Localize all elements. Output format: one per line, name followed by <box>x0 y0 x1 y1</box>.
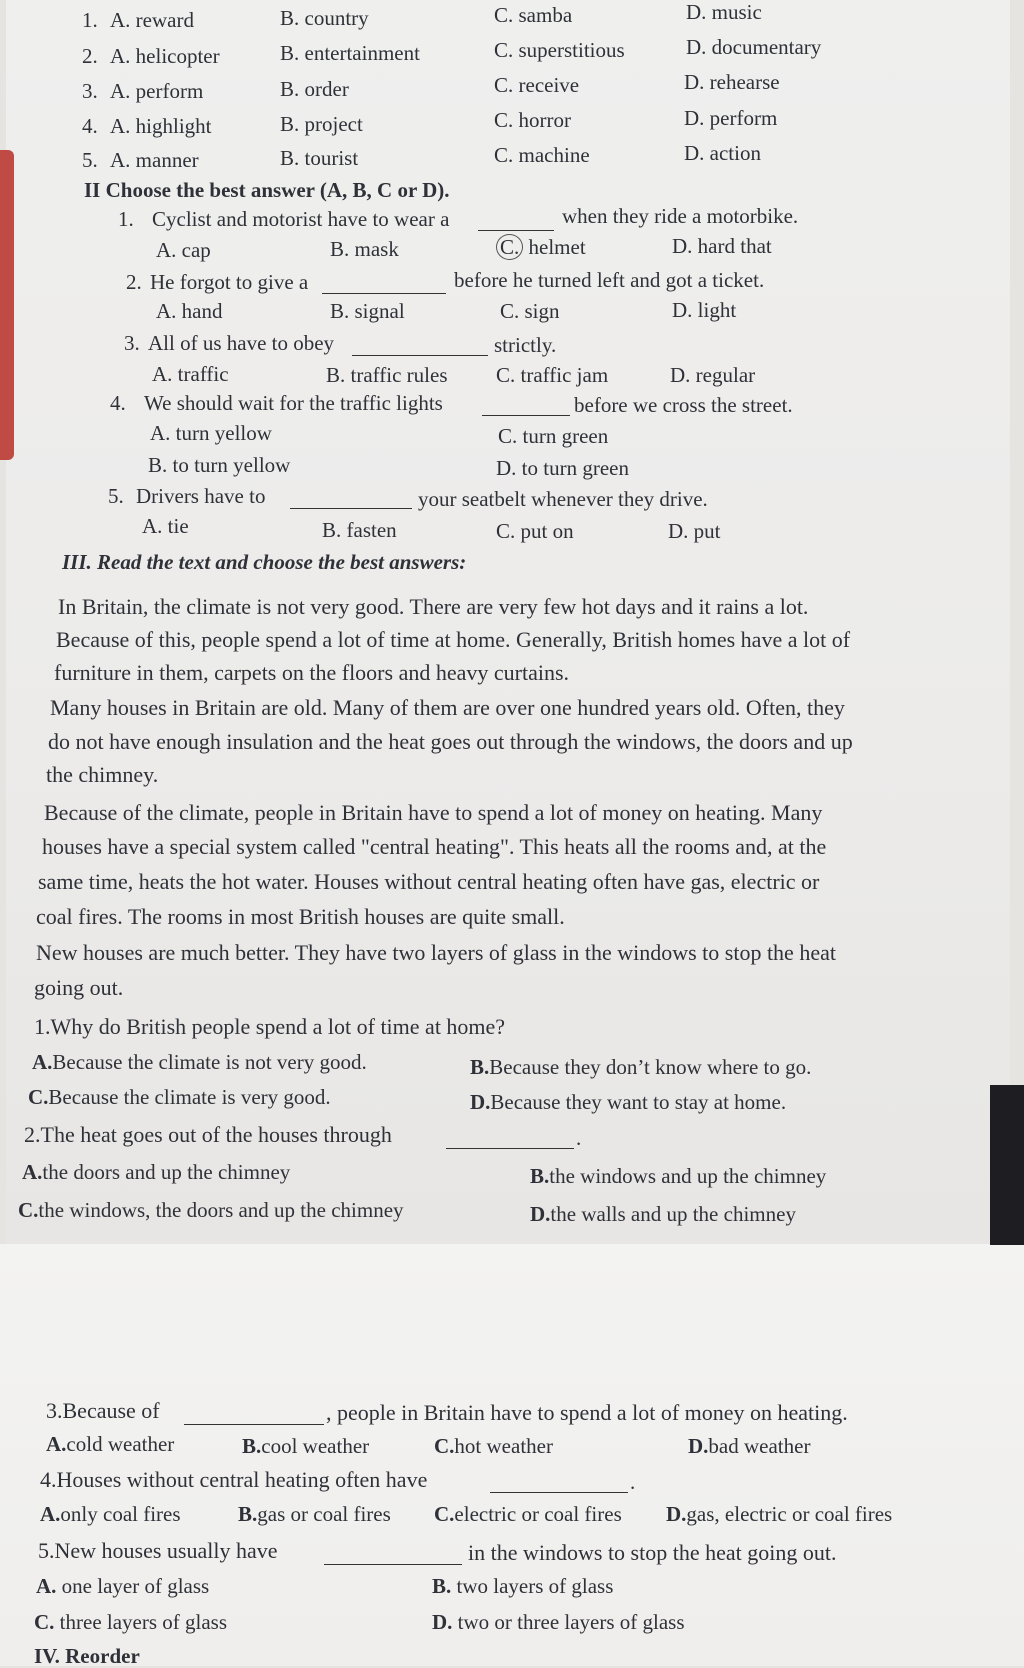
part2-q4-post: before we cross the street. <box>574 393 793 417</box>
part3-q3-c-text: hot weather <box>454 1434 553 1458</box>
part3-q5-d-text: two or three layers of glass <box>452 1610 685 1634</box>
part3-q2-d-letter: D. <box>530 1202 551 1226</box>
part3-q5-d-letter: D. <box>432 1610 453 1634</box>
part3-q2-c-letter: C. <box>18 1198 39 1222</box>
passage-line-7: Because of the climate, people in Britain have to spend a lot of money on heating. Many <box>44 800 823 825</box>
part2-q4-c: C. turn green <box>498 424 609 448</box>
part3-q4-pre: 4.Houses without central heating often have <box>40 1467 428 1492</box>
part3-q4-a-letter: A. <box>40 1502 61 1526</box>
part3-q2-c-text: the windows, the doors and up the chimney <box>38 1198 404 1222</box>
part3-q5-a-text: one layer of glass <box>56 1574 210 1598</box>
part3-q5-post: in the windows to stop the heat going out. <box>468 1540 837 1565</box>
part2-q5-b: B. fasten <box>322 518 397 542</box>
part1-row-2-d: D. documentary <box>686 35 822 59</box>
part1-row-2-b: B. entertainment <box>280 41 420 65</box>
part3-q5-blank[interactable] <box>324 1546 462 1565</box>
part2-q3-b: B. traffic rules <box>326 363 448 387</box>
part2-q5-num: 5. <box>108 484 124 508</box>
part1-row-5-a: A. manner <box>110 148 199 172</box>
part3-q4-b-text: gas or coal fires <box>257 1502 391 1526</box>
part3-q2-c <box>18 1198 404 1222</box>
part3-q3-a <box>46 1432 174 1456</box>
part3-q3-d <box>688 1434 810 1458</box>
part3-q1-c-letter: C. <box>28 1085 49 1109</box>
part2-q2-a: A. hand <box>156 299 223 323</box>
part3-q4-d-text: gas, electric or coal fires <box>686 1502 893 1526</box>
part1-row-2-a: A. helicopter <box>110 44 220 68</box>
part2-q1-d: D. hard that <box>672 234 772 258</box>
part1-row-1-c: C. samba <box>494 3 573 27</box>
part3-q3-post: , people in Britain have to spend a lot of money on heating. <box>326 1400 848 1425</box>
part3-q3-c <box>434 1434 553 1458</box>
passage-line-8: houses have a special system called "central heating". This heats all the rooms and, at the <box>42 834 827 859</box>
part2-q1-c-text: helmet <box>523 235 586 259</box>
part4-title: IV. Reorder <box>34 1644 140 1668</box>
part2-q1-c-circled-letter: C. <box>496 234 523 260</box>
part3-q3-b-letter: B. <box>242 1434 262 1458</box>
part2-q4-a: A. turn yellow <box>150 421 272 445</box>
part2-q2-post: before he turned left and got a ticket. <box>454 268 765 292</box>
part2-q4-blank[interactable] <box>482 397 570 416</box>
part3-q5-c-text: three layers of glass <box>54 1610 228 1634</box>
part3-q5-b <box>432 1574 613 1598</box>
part2-q1-num: 1. <box>118 207 134 231</box>
part3-q4-d-letter: D. <box>666 1502 687 1526</box>
part2-q3-c: C. traffic jam <box>496 363 609 387</box>
part3-q2-b-letter: B. <box>530 1164 550 1188</box>
part3-q4-post: . <box>630 1470 636 1494</box>
part1-row-4-b: B. project <box>280 112 363 136</box>
part3-q2-b-text: the windows and up the chimney <box>549 1164 827 1188</box>
part3-q5-d <box>432 1610 685 1634</box>
part3-q3-a-text: cold weather <box>66 1432 175 1456</box>
part1-row-2-c: C. superstitious <box>494 38 625 62</box>
part3-q5-b-text: two layers of glass <box>451 1574 614 1598</box>
part3-q5-b-letter: B. <box>432 1574 452 1598</box>
part2-q2-pre: He forgot to give a <box>150 270 309 294</box>
part3-q4-b <box>238 1502 391 1526</box>
part3-q2-a-text: the doors and up the chimney <box>42 1160 291 1184</box>
part1-row-3-a: A. perform <box>110 79 204 103</box>
part2-q5-c: C. put on <box>496 519 574 543</box>
part3-q1-b-text: Because they don’t know where to go. <box>489 1055 812 1079</box>
passage-line-10: coal fires. The rooms in most British houses are quite small. <box>36 904 565 929</box>
part3-q1-d <box>470 1090 786 1114</box>
passage-line-6: the chimney. <box>46 762 159 787</box>
part3-q2-pre: 2.The heat goes out of the houses through <box>24 1122 392 1147</box>
part3-q1-b <box>470 1055 811 1079</box>
part3-q1-d-text: Because they want to stay at home. <box>490 1090 787 1114</box>
part1-row-3-num: 3. <box>82 79 98 103</box>
part2-q4-pre: We should wait for the traffic lights <box>144 391 443 415</box>
part3-q1-stem: 1.Why do British people spend a lot of time at home? <box>34 1014 506 1039</box>
part1-row-4-d: D. perform <box>684 106 778 130</box>
part3-q1-c-text: Because the climate is very good. <box>48 1085 331 1109</box>
part3-q5-c-letter: C. <box>34 1610 55 1634</box>
part1-row-1-a: A. reward <box>110 8 194 32</box>
part3-q3-pre: 3.Because of <box>46 1398 160 1423</box>
part1-row-1-b: B. country <box>280 6 369 30</box>
part3-q4-c-letter: C. <box>434 1502 455 1526</box>
part1-row-4-c: C. horror <box>494 108 571 132</box>
part2-q1-b: B. mask <box>330 237 399 261</box>
part2-q1-a: A. cap <box>156 238 211 262</box>
part3-q2-d <box>530 1202 796 1226</box>
passage-line-12: going out. <box>34 975 124 1000</box>
part1-row-2-num: 2. <box>82 44 98 68</box>
part3-q1-d-letter: D. <box>470 1090 491 1114</box>
part1-row-1-d: D. music <box>686 0 762 24</box>
part3-q4-c <box>434 1502 622 1526</box>
part1-row-4-num: 4. <box>82 114 98 138</box>
part2-q5-d: D. put <box>668 519 721 543</box>
passage-line-3: furniture in them, carpets on the floors and heavy curtains. <box>54 660 570 685</box>
part1-row-5-b: B. tourist <box>280 146 359 170</box>
part2-q3-blank[interactable] <box>352 337 488 356</box>
part3-q2-b <box>530 1164 826 1188</box>
dark-edge-strip <box>990 1085 1024 1245</box>
part1-row-3-c: C. receive <box>494 73 580 97</box>
part3-q3-a-letter: A. <box>46 1432 67 1456</box>
part2-q2-blank[interactable] <box>322 275 446 294</box>
part3-q1-a-letter: A. <box>32 1050 53 1074</box>
part3-q5-c <box>34 1610 227 1634</box>
part3-q2-blank[interactable] <box>446 1130 574 1149</box>
part1-row-1-num: 1. <box>82 8 98 32</box>
part1-row-3-d: D. rehearse <box>684 70 780 94</box>
part2-q2-b: B. signal <box>330 299 405 323</box>
passage-line-4: Many houses in Britain are old. Many of them are over one hundred years old. Often, they <box>50 695 845 720</box>
part2-q1-blank[interactable] <box>478 212 554 231</box>
part3-q3-blank[interactable] <box>184 1406 324 1425</box>
passage-line-2: Because of this, people spend a lot of time at home. Generally, British homes have a lot of <box>56 627 851 652</box>
part1-row-5-num: 5. <box>82 148 98 172</box>
part2-q5-a: A. tie <box>142 514 189 538</box>
part3-q1-b-letter: B. <box>470 1055 490 1079</box>
part2-q1-post: when they ride a motorbike. <box>562 204 799 228</box>
part1-row-5-d: D. action <box>684 141 761 165</box>
part3-q3-c-letter: C. <box>434 1434 455 1458</box>
part3-q1-c <box>28 1085 331 1109</box>
part2-q3-pre: All of us have to obey <box>148 331 335 355</box>
part2-q3-a: A. traffic <box>152 362 229 386</box>
part3-q2-post: . <box>576 1126 582 1150</box>
part3-q5-a-letter: A. <box>36 1574 57 1598</box>
red-edge-strip <box>0 150 14 460</box>
part3-q2-a-letter: A. <box>22 1160 43 1184</box>
part2-q1-c <box>496 235 586 259</box>
part3-q4-b-letter: B. <box>238 1502 258 1526</box>
part2-q3-num: 3. <box>124 331 140 355</box>
part3-q1-a <box>32 1050 367 1074</box>
part1-row-3-b: B. order <box>280 77 349 101</box>
part3-q4-a <box>40 1502 181 1526</box>
part3-q5-pre: 5.New houses usually have <box>38 1538 278 1563</box>
passage-line-5: do not have enough insulation and the heat goes out through the windows, the doors and up <box>48 729 853 754</box>
passage-line-11: New houses are much better. They have two layers of glass in the windows to stop the heat <box>36 940 836 965</box>
part2-q4-d: D. to turn green <box>496 456 629 480</box>
part2-q2-c: C. sign <box>500 299 560 323</box>
part2-q5-blank[interactable] <box>290 490 412 509</box>
part2-q5-pre: Drivers have to <box>136 484 266 508</box>
part2-q2-num: 2. <box>126 270 142 294</box>
passage-line-1: In Britain, the climate is not very good. There are very few hot days and it rains a lot. <box>58 594 809 619</box>
part2-q4-b: B. to turn yellow <box>148 453 291 477</box>
part3-title: III. Read the text and choose the best answers: <box>62 550 467 574</box>
part3-q3-b <box>242 1434 369 1458</box>
part2-q5-post: your seatbelt whenever they drive. <box>418 487 708 511</box>
part3-q4-a-text: only coal fires <box>60 1502 181 1526</box>
part2-q1-pre: Cyclist and motorist have to wear a <box>152 207 450 231</box>
part2-q4-num: 4. <box>110 391 126 415</box>
part3-q4-c-text: electric or coal fires <box>454 1502 622 1526</box>
passage-line-9: same time, heats the hot water. Houses without central heating often have gas, electric or <box>38 869 820 894</box>
part2-q3-d: D. regular <box>670 363 756 387</box>
part3-q3-b-text: cool weather <box>261 1434 370 1458</box>
part3-q1-a-text: Because the climate is not very good. <box>52 1050 367 1074</box>
part3-q2-d-text: the walls and up the chimney <box>550 1202 796 1226</box>
part2-q3-post: strictly. <box>494 333 557 357</box>
part3-q3-d-text: bad weather <box>708 1434 811 1458</box>
part1-row-4-a: A. highlight <box>110 114 212 138</box>
part2-q2-d: D. light <box>672 298 737 322</box>
part3-q4-blank[interactable] <box>490 1474 628 1493</box>
part3-q4-d <box>666 1502 892 1526</box>
part3-q5-a <box>36 1574 209 1598</box>
part3-q2-a <box>22 1160 290 1184</box>
part1-row-5-c: C. machine <box>494 143 590 167</box>
part2-title: II Choose the best answer (A, B, C or D). <box>84 178 450 202</box>
part3-q3-d-letter: D. <box>688 1434 709 1458</box>
